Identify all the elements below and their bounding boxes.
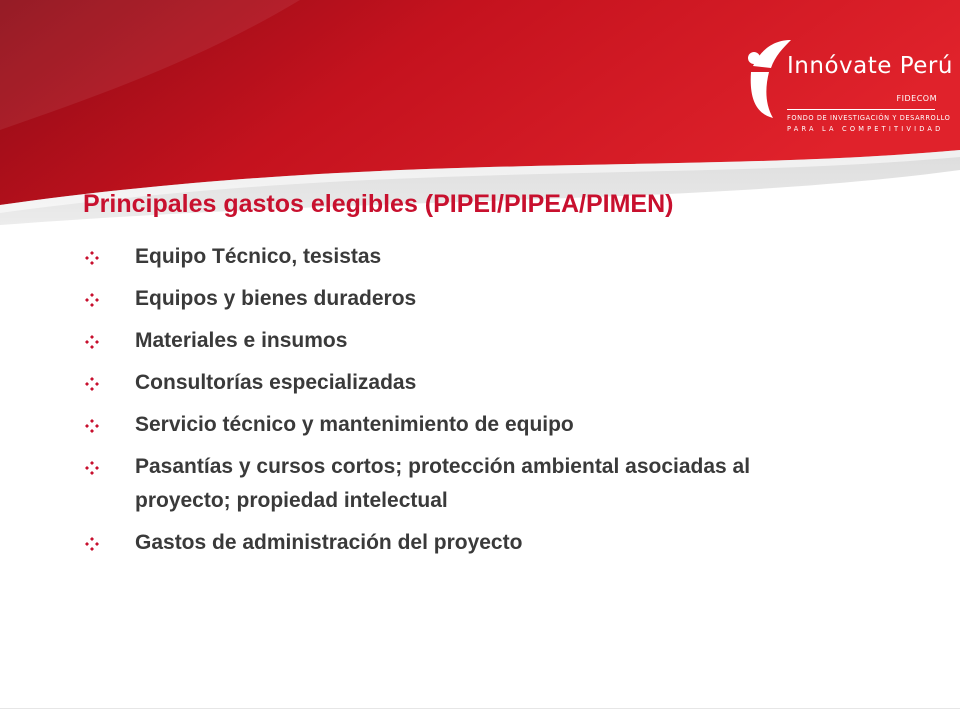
diamond-bullet-icon	[85, 419, 99, 433]
footer-divider	[0, 708, 960, 709]
diamond-bullet-icon	[85, 335, 99, 349]
list-item-text: Equipo Técnico, tesistas	[135, 245, 382, 268]
list-item	[83, 366, 783, 400]
list-item	[83, 450, 783, 518]
list-item-text: Materiales e insumos	[135, 329, 348, 352]
list-item	[83, 408, 783, 442]
brand-tagline-2: PARA LA COMPETITIVIDAD	[787, 125, 944, 133]
list-item-text: Equipos y bienes duraderos	[135, 287, 417, 310]
list-item	[83, 324, 783, 358]
list-item	[83, 526, 783, 560]
diamond-bullet-icon	[85, 537, 99, 551]
bullet-list	[83, 240, 783, 568]
diamond-bullet-icon	[85, 293, 99, 307]
list-item-text: Gastos de administración del proyecto	[135, 531, 523, 554]
innovate-i-logo-icon	[745, 38, 791, 120]
brand-logo	[745, 38, 953, 138]
brand-name: Innóvate Perú	[787, 53, 953, 79]
list-item-text: Servicio técnico y mantenimiento de equipo	[135, 413, 574, 436]
list-item	[83, 282, 783, 316]
brand-divider	[787, 109, 935, 110]
list-item-text: Pasantías y cursos cortos; protección ambiental asociadas al proyecto; propiedad intelectual	[135, 455, 751, 512]
diamond-bullet-icon	[85, 377, 99, 391]
slide-title: Principales gastos elegibles (PIPEI/PIPEA/PIMEN)	[83, 190, 674, 218]
list-item-text: Consultorías especializadas	[135, 371, 417, 394]
diamond-bullet-icon	[85, 251, 99, 265]
brand-sub: FIDECOM	[896, 94, 937, 103]
brand-tagline-1: FONDO DE INVESTIGACIÓN Y DESARROLLO	[787, 114, 951, 122]
list-item	[83, 240, 783, 274]
diamond-bullet-icon	[85, 461, 99, 475]
